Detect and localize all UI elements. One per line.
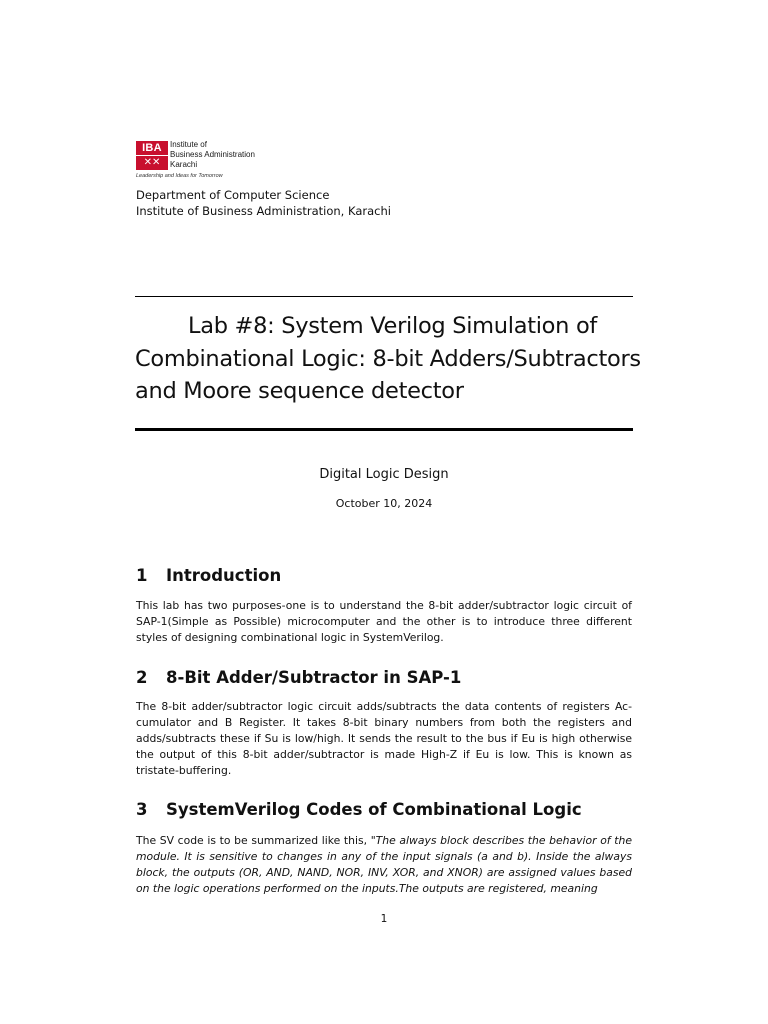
title-line-3: and Moore sequence detector [135,378,464,404]
document-title [135,310,641,408]
title-line-2: Combinational Logic: 8-bit Adders/Subtractors [135,345,641,372]
title-bottom-rule [135,428,633,431]
section-body-adder-subtractor: The 8-bit adder/subtractor logic circuit adds/subtracts the data contents of registers Ac-cumulator and B Register. It takes 8-bit binary numbers from both the registers and adds/subtracts these if Su is low/high. It sends the result to the bus if Eu is high otherwise the output of this 8-bit adder/subtractor is made High-Z if Eu is low. This is known as tristate-buffering. [136,700,632,778]
iba-logo [136,139,260,183]
institute-name: Institute of Business Administration, Karachi [136,204,391,218]
department-name: Department of Computer Science [136,188,330,202]
body-quote: The always block describes the behavior of the module. It is sensitive to changes in any of the input signals (a and b). Inside the always block, the outputs (OR, AND, NAND, NOR, INV, XOR, and XNOR) are assigned values based on the logic operations performed on the inputs.The outputs are registered, meaning [136,834,632,896]
section-number: 2 [136,668,148,687]
section-title: 8-Bit Adder/Subtractor in SAP-1 [166,668,462,687]
section-heading-adder-subtractor [136,667,461,689]
title-line-1: Lab #8: System Verilog Simulation of [188,313,598,339]
page-number: 1 [380,913,388,925]
document-date: October 10, 2024 [335,497,433,510]
section-body-systemverilog-codes [136,833,632,897]
iba-emblem-icon: ✕✕ [136,156,168,170]
section-title: SystemVerilog Codes of Combinational Logic [166,800,582,819]
iba-logo-abbr: IBA [136,141,168,155]
logo-line-1: Institute of [170,140,207,149]
logo-tagline: Leadership and Ideas for Tomorrow [136,173,223,179]
section-heading-introduction [136,565,281,587]
section-heading-systemverilog-codes [136,799,582,821]
body-prefix: The SV code is to be summarized like this, " [136,834,376,847]
logo-line-2: Business Administration [170,150,255,159]
section-body-introduction: This lab has two purposes-one is to understand the 8-bit adder/subtractor logic circuit of SAP-1(Simple as Possible) microcomputer and the other is to introduce three different styles of designing combinational logic in SystemVerilog. [136,599,632,645]
section-number: 3 [136,800,148,819]
section-title: Introduction [166,566,282,585]
department-block [136,187,391,219]
section-number: 1 [136,566,148,585]
logo-line-3: Karachi [170,160,198,169]
course-name: Digital Logic Design [319,467,449,482]
title-top-rule [135,296,633,297]
